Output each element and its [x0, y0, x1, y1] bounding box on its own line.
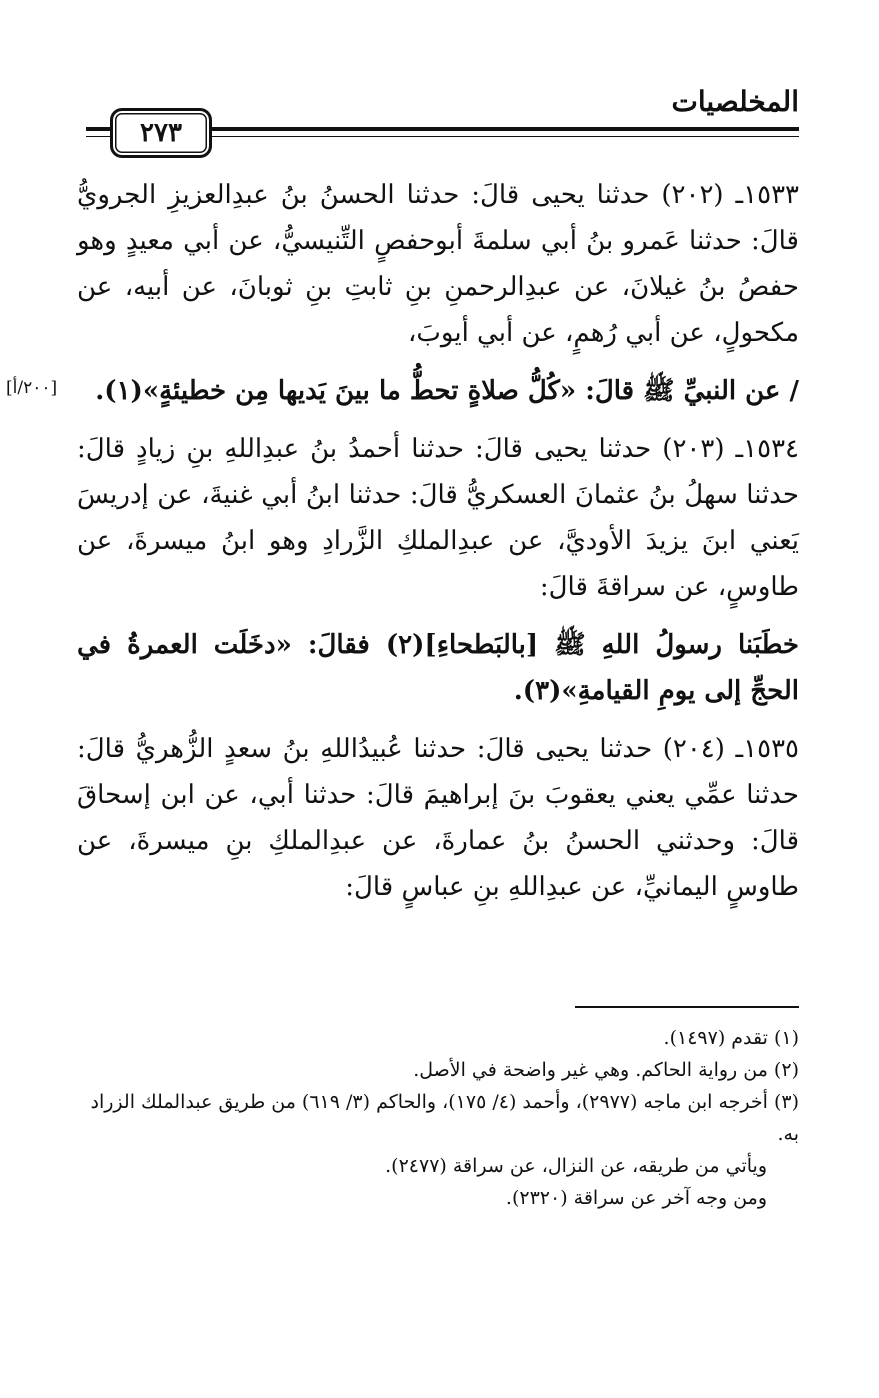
footnote-3-continuation-1: ويأتي من طريقه، عن النزال، عن سراقة (٢٤٧٧). — [385, 1155, 767, 1177]
hadith-isnad-1533: ١٥٣٣ـ (٢٠٢) حدثنا يحيى قالَ: حدثنا الحسنُ بنُ عبدِالعزيزِ الجرويُّ قالَ: حدثنا عَمرو بنُ أبي سلمةَ أبوحفصٍ التِّنيسيُّ، عن أبي معيدٍ وهو حفصُ بنُ غيلانَ، عن عبدِالرحمنِ بنِ ثابتِ بنِ ثوبانَ، عن أبيه، عن مكحولٍ، عن أبي رُهمٍ، عن أبي أيوبَ، — [77, 180, 799, 348]
footnote-2: (٢) من رواية الحاكم. وهي غير واضحة في الأصل. — [413, 1059, 799, 1081]
footnotes — [77, 1022, 799, 1214]
hadith-isnad-1534: ١٥٣٤ـ (٢٠٣) حدثنا يحيى قالَ: حدثنا أحمدُ بنُ عبدِاللهِ بنِ زيادٍ قالَ: حدثنا سهلُ بنُ عثمانَ العسكريُّ قالَ: حدثنا ابنُ أبي غنيةَ، عن إدريسَ يَعني ابنَ يزيدَ الأوديَّ، عن عبدِالملكِ الزَّرادِ وهو ابنُ ميسرةَ، عن طاوسٍ، عن سراقةَ قالَ: — [77, 434, 799, 602]
main-text — [77, 172, 799, 910]
footnote-separator — [575, 1006, 799, 1008]
page-number: ٢٧٣ — [110, 108, 212, 158]
footnote-3-continuation-2: ومن وجه آخر عن سراقة (٢٣٢٠). — [505, 1187, 767, 1209]
footnote-1: (١) تقدم (١٤٩٧). — [663, 1027, 799, 1049]
hadith-matn-1533: / عن النبيِّ ﷺ قالَ: «كُلُّ صلاةٍ تحطُّ ما بينَ يَديها مِن خطيئةٍ»(١). — [95, 376, 799, 406]
hadith-isnad-1535: ١٥٣٥ـ (٢٠٤) حدثنا يحيى قالَ: حدثنا عُبيدُاللهِ بنُ سعدٍ الزُّهريُّ قالَ: حدثنا عمِّي يعني يعقوبَ بنَ إبراهيمَ قالَ: حدثنا أبي، عن ابن إسحاقَ قالَ: وحدثني الحسنُ بنُ عمارةَ، عن عبدِالملكِ بنِ ميسرةَ، عن طاوسٍ اليمانيِّ، عن عبدِاللهِ بنِ عباسٍ قالَ: — [77, 734, 799, 902]
running-title: المخلصيات — [671, 85, 799, 118]
margin-reference: [٢٠٠/أ] — [6, 378, 58, 398]
footnote-3: (٣) أخرجه ابن ماجه (٢٩٧٧)، وأحمد (٤/ ١٧٥)، والحاكم (٣/ ٦١٩) من طريق عبدالملك الزراد به. — [90, 1091, 799, 1145]
hadith-matn-1534: خطَبَنا رسولُ اللهِ ﷺ [بالبَطحاءِ](٢) فقالَ: «دخَلَت العمرةُ في الحجِّ إلى يومِ القيامةِ»(٣). — [77, 630, 799, 706]
